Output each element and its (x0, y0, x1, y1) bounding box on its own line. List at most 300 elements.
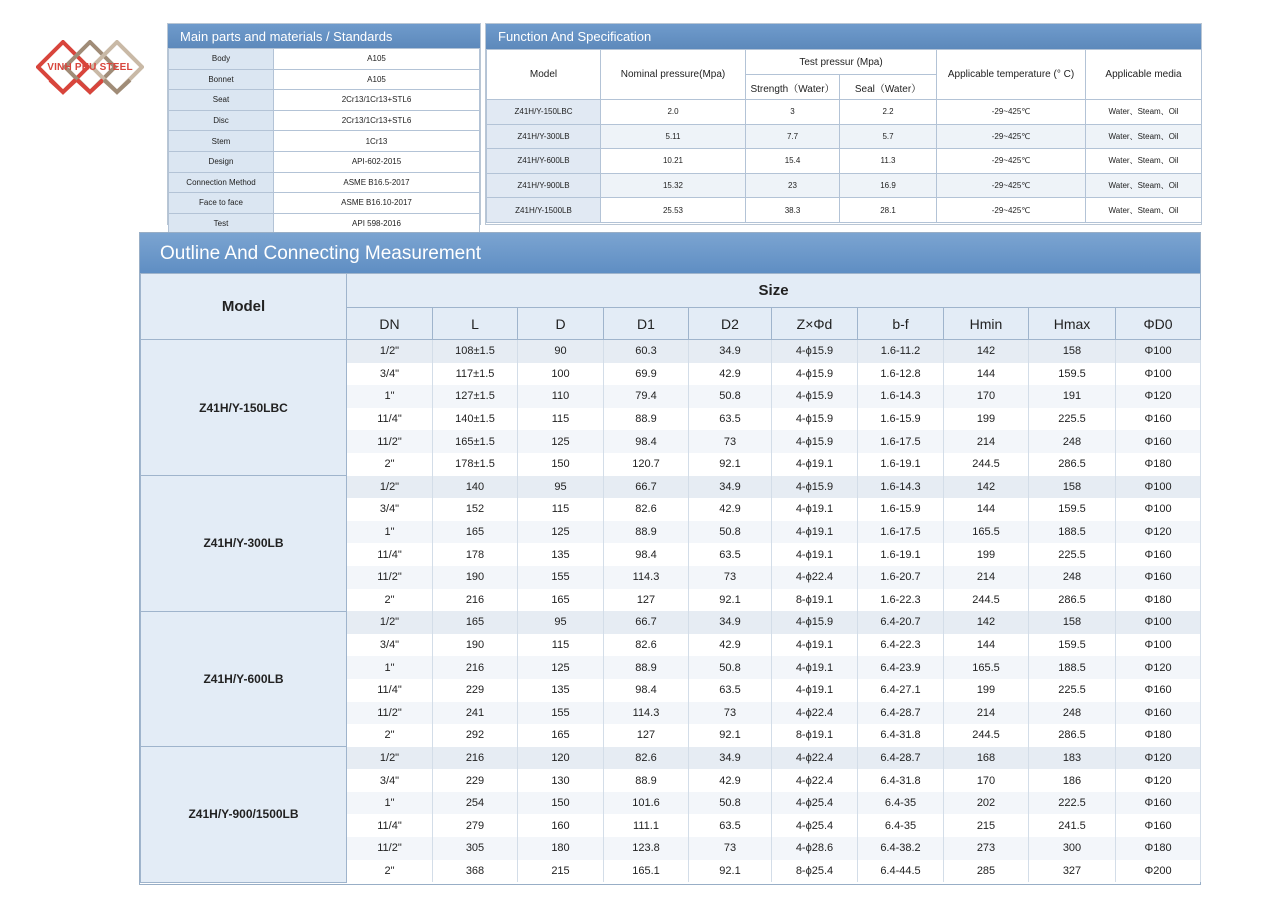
material-part-label: Disc (169, 110, 274, 131)
brand-logo (36, 40, 144, 106)
outline-cell: 120.7 (604, 453, 689, 476)
outline-cell: 1.6-12.8 (858, 363, 944, 386)
outline-cell: 248 (1029, 702, 1116, 725)
fn-cell-nominal: 5.11 (601, 124, 746, 149)
material-part-label: Connection Method (169, 172, 274, 193)
outline-cell: 4-ϕ25.4 (772, 814, 858, 837)
outline-cell: 222.5 (1029, 792, 1116, 815)
outline-cell: 158 (1029, 340, 1116, 363)
outline-cell: 4-ϕ22.4 (772, 747, 858, 770)
outline-cell: 186 (1029, 769, 1116, 792)
material-value: API 598-2016 (274, 213, 480, 234)
outline-cell: 178 (433, 543, 518, 566)
outline-cell: 140 (433, 476, 518, 499)
outline-cell: 110 (518, 385, 604, 408)
fn-cell-temp: -29~425℃ (937, 124, 1086, 149)
outline-cell: Φ100 (1116, 611, 1201, 634)
outline-cell: 6.4-38.2 (858, 837, 944, 860)
outline-cell: 2" (347, 860, 433, 883)
outline-col-header: D (518, 308, 604, 340)
function-title: Function And Specification (486, 24, 1201, 49)
fn-cell-temp: -29~425℃ (937, 149, 1086, 174)
outline-cell: 1" (347, 521, 433, 544)
outline-cell: 4-ϕ19.1 (772, 543, 858, 566)
outline-cell: 11/2" (347, 566, 433, 589)
outline-cell: 115 (518, 634, 604, 657)
outline-cell: 190 (433, 634, 518, 657)
material-value: A105 (274, 49, 480, 70)
fn-cell-seal: 16.9 (840, 173, 937, 198)
outline-cell: 63.5 (689, 408, 772, 431)
materials-row (169, 69, 480, 90)
outline-cell: 244.5 (944, 589, 1029, 612)
outline-cell: 4-ϕ22.4 (772, 566, 858, 589)
function-row (487, 198, 1202, 223)
outline-cell: Φ180 (1116, 589, 1201, 612)
outline-cell: 125 (518, 430, 604, 453)
fn-cell-model: Z41H/Y-300LB (487, 124, 601, 149)
outline-cell: Φ120 (1116, 747, 1201, 770)
outline-cell: 1.6-15.9 (858, 408, 944, 431)
outline-cell: 1" (347, 792, 433, 815)
outline-cell: 3/4" (347, 769, 433, 792)
outline-cell: 159.5 (1029, 634, 1116, 657)
outline-size-header: Size (347, 274, 1201, 308)
outline-cell: 115 (518, 408, 604, 431)
outline-cell: 125 (518, 656, 604, 679)
outline-cell: 150 (518, 453, 604, 476)
outline-cell: 2" (347, 724, 433, 747)
outline-cell: 98.4 (604, 543, 689, 566)
outline-cell: 11/4" (347, 679, 433, 702)
material-part-label: Body (169, 49, 274, 70)
outline-cell: 229 (433, 769, 518, 792)
outline-cell: 82.6 (604, 747, 689, 770)
outline-row (141, 747, 1201, 770)
outline-cell: 6.4-35 (858, 814, 944, 837)
outline-cell: 6.4-20.7 (858, 611, 944, 634)
outline-cell: 6.4-31.8 (858, 724, 944, 747)
function-row (487, 124, 1202, 149)
outline-cell: 63.5 (689, 543, 772, 566)
outline-cell: 144 (944, 363, 1029, 386)
outline-cell: 125 (518, 521, 604, 544)
outline-title: Outline And Connecting Measurement (140, 233, 1200, 273)
outline-cell: 11/2" (347, 430, 433, 453)
fn-cell-model: Z41H/Y-900LB (487, 173, 601, 198)
outline-model-cell: Z41H/Y-150LBC (141, 340, 347, 476)
outline-cell: 117±1.5 (433, 363, 518, 386)
outline-row (141, 611, 1201, 634)
outline-cell: 214 (944, 566, 1029, 589)
outline-cell: Φ120 (1116, 769, 1201, 792)
outline-cell: 69.9 (604, 363, 689, 386)
outline-cell: 4-ϕ19.1 (772, 679, 858, 702)
outline-cell: 73 (689, 566, 772, 589)
outline-cell: 188.5 (1029, 656, 1116, 679)
outline-cell: 100 (518, 363, 604, 386)
outline-cell: 165 (518, 589, 604, 612)
outline-cell: 168 (944, 747, 1029, 770)
outline-cell: Φ160 (1116, 814, 1201, 837)
outline-cell: 92.1 (689, 453, 772, 476)
outline-cell: 11/2" (347, 837, 433, 860)
outline-cell: 254 (433, 792, 518, 815)
fn-cell-nominal: 2.0 (601, 100, 746, 125)
outline-cell: Φ100 (1116, 340, 1201, 363)
material-value: A105 (274, 69, 480, 90)
outline-cell: 111.1 (604, 814, 689, 837)
outline-cell: 34.9 (689, 611, 772, 634)
logo-text: VINH PHU STEEL (47, 62, 133, 73)
outline-cell: 292 (433, 724, 518, 747)
material-part-label: Seat (169, 90, 274, 111)
outline-cell: 286.5 (1029, 453, 1116, 476)
outline-cell: 50.8 (689, 656, 772, 679)
outline-panel (139, 232, 1201, 885)
fn-header-temp: Applicable temperature (° C) (937, 50, 1086, 100)
materials-row (169, 151, 480, 172)
outline-cell: 6.4-23.9 (858, 656, 944, 679)
outline-cell: Φ160 (1116, 430, 1201, 453)
outline-cell: 4-ϕ19.1 (772, 498, 858, 521)
outline-cell: 142 (944, 611, 1029, 634)
outline-cell: Φ120 (1116, 385, 1201, 408)
fn-cell-strength: 3 (746, 100, 840, 125)
outline-cell: Φ160 (1116, 702, 1201, 725)
outline-cell: Φ180 (1116, 724, 1201, 747)
fn-header-nominal: Nominal pressure(Mpa) (601, 50, 746, 100)
outline-cell: Φ120 (1116, 656, 1201, 679)
materials-row (169, 49, 480, 70)
outline-cell: 6.4-28.7 (858, 747, 944, 770)
outline-cell: 50.8 (689, 521, 772, 544)
outline-cell: 11/2" (347, 702, 433, 725)
outline-cell: 1.6-14.3 (858, 476, 944, 499)
outline-cell: 165.1 (604, 860, 689, 883)
outline-cell: 4-ϕ15.9 (772, 363, 858, 386)
outline-cell: 300 (1029, 837, 1116, 860)
material-value: ASME B16.5-2017 (274, 172, 480, 193)
outline-cell: 1.6-17.5 (858, 521, 944, 544)
outline-cell: Φ180 (1116, 453, 1201, 476)
outline-model-cell: Z41H/Y-900/1500LB (141, 747, 347, 883)
fn-cell-model: Z41H/Y-150LBC (487, 100, 601, 125)
outline-cell: 244.5 (944, 453, 1029, 476)
outline-cell: 188.5 (1029, 521, 1116, 544)
outline-cell: 3/4" (347, 498, 433, 521)
outline-cell: 82.6 (604, 634, 689, 657)
outline-cell: 8-ϕ25.4 (772, 860, 858, 883)
fn-cell-nominal: 25.53 (601, 198, 746, 223)
material-value: 2Cr13/1Cr13+STL6 (274, 110, 480, 131)
material-value: ASME B16.10-2017 (274, 193, 480, 214)
outline-cell: 248 (1029, 430, 1116, 453)
logo-diamond-icon (36, 40, 144, 106)
fn-cell-temp: -29~425℃ (937, 173, 1086, 198)
outline-cell: 127±1.5 (433, 385, 518, 408)
outline-cell: 225.5 (1029, 679, 1116, 702)
function-table (486, 49, 1202, 223)
outline-cell: 92.1 (689, 589, 772, 612)
fn-cell-strength: 7.7 (746, 124, 840, 149)
outline-cell: 1.6-11.2 (858, 340, 944, 363)
function-row (487, 149, 1202, 174)
outline-cell: 214 (944, 702, 1029, 725)
material-value: API-602-2015 (274, 151, 480, 172)
outline-cell: 1/2" (347, 340, 433, 363)
fn-cell-seal: 5.7 (840, 124, 937, 149)
fn-header-seal: Seal（Water） (840, 75, 937, 100)
materials-row (169, 90, 480, 111)
outline-cell: Φ100 (1116, 363, 1201, 386)
outline-cell: 165 (518, 724, 604, 747)
outline-cell: 42.9 (689, 769, 772, 792)
outline-cell: 273 (944, 837, 1029, 860)
fn-cell-nominal: 15.32 (601, 173, 746, 198)
outline-cell: 1/2" (347, 476, 433, 499)
outline-cell: 190 (433, 566, 518, 589)
outline-col-header: D1 (604, 308, 689, 340)
fn-cell-media: Water、Steam、Oil (1086, 100, 1202, 125)
outline-cell: Φ160 (1116, 679, 1201, 702)
material-part-label: Face to face (169, 193, 274, 214)
outline-cell: 98.4 (604, 679, 689, 702)
outline-cell: 82.6 (604, 498, 689, 521)
outline-col-header: b-f (858, 308, 944, 340)
outline-cell: 159.5 (1029, 363, 1116, 386)
function-panel (485, 23, 1202, 225)
outline-cell: 241 (433, 702, 518, 725)
outline-cell: 88.9 (604, 521, 689, 544)
material-value: 2Cr13/1Cr13+STL6 (274, 90, 480, 111)
outline-cell: 88.9 (604, 656, 689, 679)
outline-cell: 248 (1029, 566, 1116, 589)
outline-cell: 66.7 (604, 476, 689, 499)
outline-cell: 34.9 (689, 476, 772, 499)
outline-cell: 158 (1029, 476, 1116, 499)
outline-cell: 63.5 (689, 814, 772, 837)
outline-cell: 130 (518, 769, 604, 792)
outline-col-header: L (433, 308, 518, 340)
material-value: 1Cr13 (274, 131, 480, 152)
outline-cell: 3/4" (347, 634, 433, 657)
outline-cell: 1.6-19.1 (858, 453, 944, 476)
outline-cell: 4-ϕ28.6 (772, 837, 858, 860)
outline-cell: 11/4" (347, 814, 433, 837)
outline-cell: 1.6-15.9 (858, 498, 944, 521)
materials-row (169, 213, 480, 234)
fn-cell-media: Water、Steam、Oil (1086, 149, 1202, 174)
outline-cell: 1.6-22.3 (858, 589, 944, 612)
outline-cell: 114.3 (604, 566, 689, 589)
outline-cell: 165 (433, 521, 518, 544)
outline-cell: 4-ϕ25.4 (772, 792, 858, 815)
outline-cell: 50.8 (689, 792, 772, 815)
outline-cell: 6.4-22.3 (858, 634, 944, 657)
fn-cell-strength: 15.4 (746, 149, 840, 174)
outline-cell: Φ160 (1116, 792, 1201, 815)
outline-model-cell: Z41H/Y-600LB (141, 611, 347, 747)
material-part-label: Stem (169, 131, 274, 152)
fn-cell-strength: 38.3 (746, 198, 840, 223)
outline-cell: 244.5 (944, 724, 1029, 747)
materials-row (169, 193, 480, 214)
materials-row (169, 110, 480, 131)
outline-cell: 42.9 (689, 363, 772, 386)
fn-header-strength: Strength（Water） (746, 75, 840, 100)
outline-cell: 88.9 (604, 408, 689, 431)
materials-row (169, 172, 480, 193)
fn-cell-seal: 11.3 (840, 149, 937, 174)
outline-cell: 152 (433, 498, 518, 521)
fn-cell-nominal: 10.21 (601, 149, 746, 174)
outline-cell: 216 (433, 589, 518, 612)
outline-cell: 202 (944, 792, 1029, 815)
outline-cell: 215 (944, 814, 1029, 837)
outline-cell: 158 (1029, 611, 1116, 634)
outline-cell: 6.4-28.7 (858, 702, 944, 725)
fn-cell-media: Water、Steam、Oil (1086, 173, 1202, 198)
outline-cell: Φ100 (1116, 476, 1201, 499)
outline-cell: 142 (944, 476, 1029, 499)
outline-cell: 3/4" (347, 363, 433, 386)
function-row (487, 173, 1202, 198)
outline-cell: 1.6-17.5 (858, 430, 944, 453)
material-part-label: Design (169, 151, 274, 172)
outline-cell: 95 (518, 476, 604, 499)
outline-cell: 90 (518, 340, 604, 363)
outline-cell: 368 (433, 860, 518, 883)
fn-header-model: Model (487, 50, 601, 100)
outline-cell: 101.6 (604, 792, 689, 815)
outline-col-header: D2 (689, 308, 772, 340)
materials-row (169, 131, 480, 152)
outline-cell: 2" (347, 453, 433, 476)
outline-cell: 92.1 (689, 724, 772, 747)
outline-cell: 4-ϕ19.1 (772, 634, 858, 657)
outline-cell: 327 (1029, 860, 1116, 883)
outline-cell: 79.4 (604, 385, 689, 408)
outline-col-header: DN (347, 308, 433, 340)
outline-cell: 63.5 (689, 679, 772, 702)
outline-cell: 1/2" (347, 747, 433, 770)
function-row (487, 100, 1202, 125)
outline-cell: Φ200 (1116, 860, 1201, 883)
outline-cell: 8-ϕ19.1 (772, 724, 858, 747)
outline-cell: 241.5 (1029, 814, 1116, 837)
outline-cell: 4-ϕ19.1 (772, 656, 858, 679)
outline-cell: 286.5 (1029, 724, 1116, 747)
fn-cell-strength: 23 (746, 173, 840, 198)
outline-cell: 178±1.5 (433, 453, 518, 476)
fn-cell-media: Water、Steam、Oil (1086, 124, 1202, 149)
outline-cell: 88.9 (604, 769, 689, 792)
outline-cell: Φ180 (1116, 837, 1201, 860)
outline-cell: 4-ϕ19.1 (772, 453, 858, 476)
outline-cell: 8-ϕ19.1 (772, 589, 858, 612)
fn-cell-temp: -29~425℃ (937, 198, 1086, 223)
outline-cell: 155 (518, 566, 604, 589)
fn-cell-media: Water、Steam、Oil (1086, 198, 1202, 223)
outline-cell: 183 (1029, 747, 1116, 770)
outline-row (141, 340, 1201, 363)
outline-cell: 4-ϕ15.9 (772, 430, 858, 453)
outline-cell: 214 (944, 430, 1029, 453)
materials-title: Main parts and materials / Standards (168, 24, 480, 48)
outline-table (140, 273, 1201, 883)
outline-cell: 150 (518, 792, 604, 815)
outline-col-header: Hmax (1029, 308, 1116, 340)
outline-cell: 305 (433, 837, 518, 860)
outline-cell: 115 (518, 498, 604, 521)
outline-cell: 165±1.5 (433, 430, 518, 453)
outline-cell: 135 (518, 679, 604, 702)
fn-cell-model: Z41H/Y-600LB (487, 149, 601, 174)
outline-cell: 1/2" (347, 611, 433, 634)
outline-cell: 6.4-31.8 (858, 769, 944, 792)
outline-cell: 1" (347, 385, 433, 408)
fn-cell-temp: -29~425℃ (937, 100, 1086, 125)
outline-cell: 199 (944, 543, 1029, 566)
outline-cell: 165 (433, 611, 518, 634)
outline-cell: 165.5 (944, 656, 1029, 679)
outline-cell: 92.1 (689, 860, 772, 883)
fn-cell-seal: 2.2 (840, 100, 937, 125)
outline-cell: 42.9 (689, 634, 772, 657)
outline-cell: 170 (944, 769, 1029, 792)
outline-cell: 123.8 (604, 837, 689, 860)
material-part-label: Bonnet (169, 69, 274, 90)
outline-cell: 1.6-14.3 (858, 385, 944, 408)
outline-cell: Φ160 (1116, 566, 1201, 589)
fn-cell-model: Z41H/Y-1500LB (487, 198, 601, 223)
outline-cell: 95 (518, 611, 604, 634)
outline-cell: 73 (689, 702, 772, 725)
outline-row (141, 476, 1201, 499)
outline-cell: 140±1.5 (433, 408, 518, 431)
outline-cell: 144 (944, 634, 1029, 657)
outline-cell: 4-ϕ15.9 (772, 408, 858, 431)
material-part-label: Test (169, 213, 274, 234)
outline-cell: 108±1.5 (433, 340, 518, 363)
outline-cell: Φ100 (1116, 634, 1201, 657)
outline-cell: 144 (944, 498, 1029, 521)
outline-cell: 34.9 (689, 747, 772, 770)
outline-cell: 180 (518, 837, 604, 860)
fn-header-media: Applicable media (1086, 50, 1202, 100)
outline-cell: 120 (518, 747, 604, 770)
outline-cell: 199 (944, 679, 1029, 702)
outline-cell: 165.5 (944, 521, 1029, 544)
outline-cell: 66.7 (604, 611, 689, 634)
outline-model-header: Model (141, 274, 347, 340)
outline-cell: 191 (1029, 385, 1116, 408)
outline-cell: 50.8 (689, 385, 772, 408)
outline-cell: 2" (347, 589, 433, 612)
outline-cell: Φ100 (1116, 498, 1201, 521)
outline-cell: 4-ϕ19.1 (772, 521, 858, 544)
outline-cell: Φ160 (1116, 543, 1201, 566)
outline-col-header: ΦD0 (1116, 308, 1201, 340)
outline-cell: 216 (433, 747, 518, 770)
outline-cell: 11/4" (347, 408, 433, 431)
outline-cell: 155 (518, 702, 604, 725)
outline-cell: 73 (689, 837, 772, 860)
outline-cell: 6.4-44.5 (858, 860, 944, 883)
outline-cell: 135 (518, 543, 604, 566)
outline-cell: 225.5 (1029, 543, 1116, 566)
